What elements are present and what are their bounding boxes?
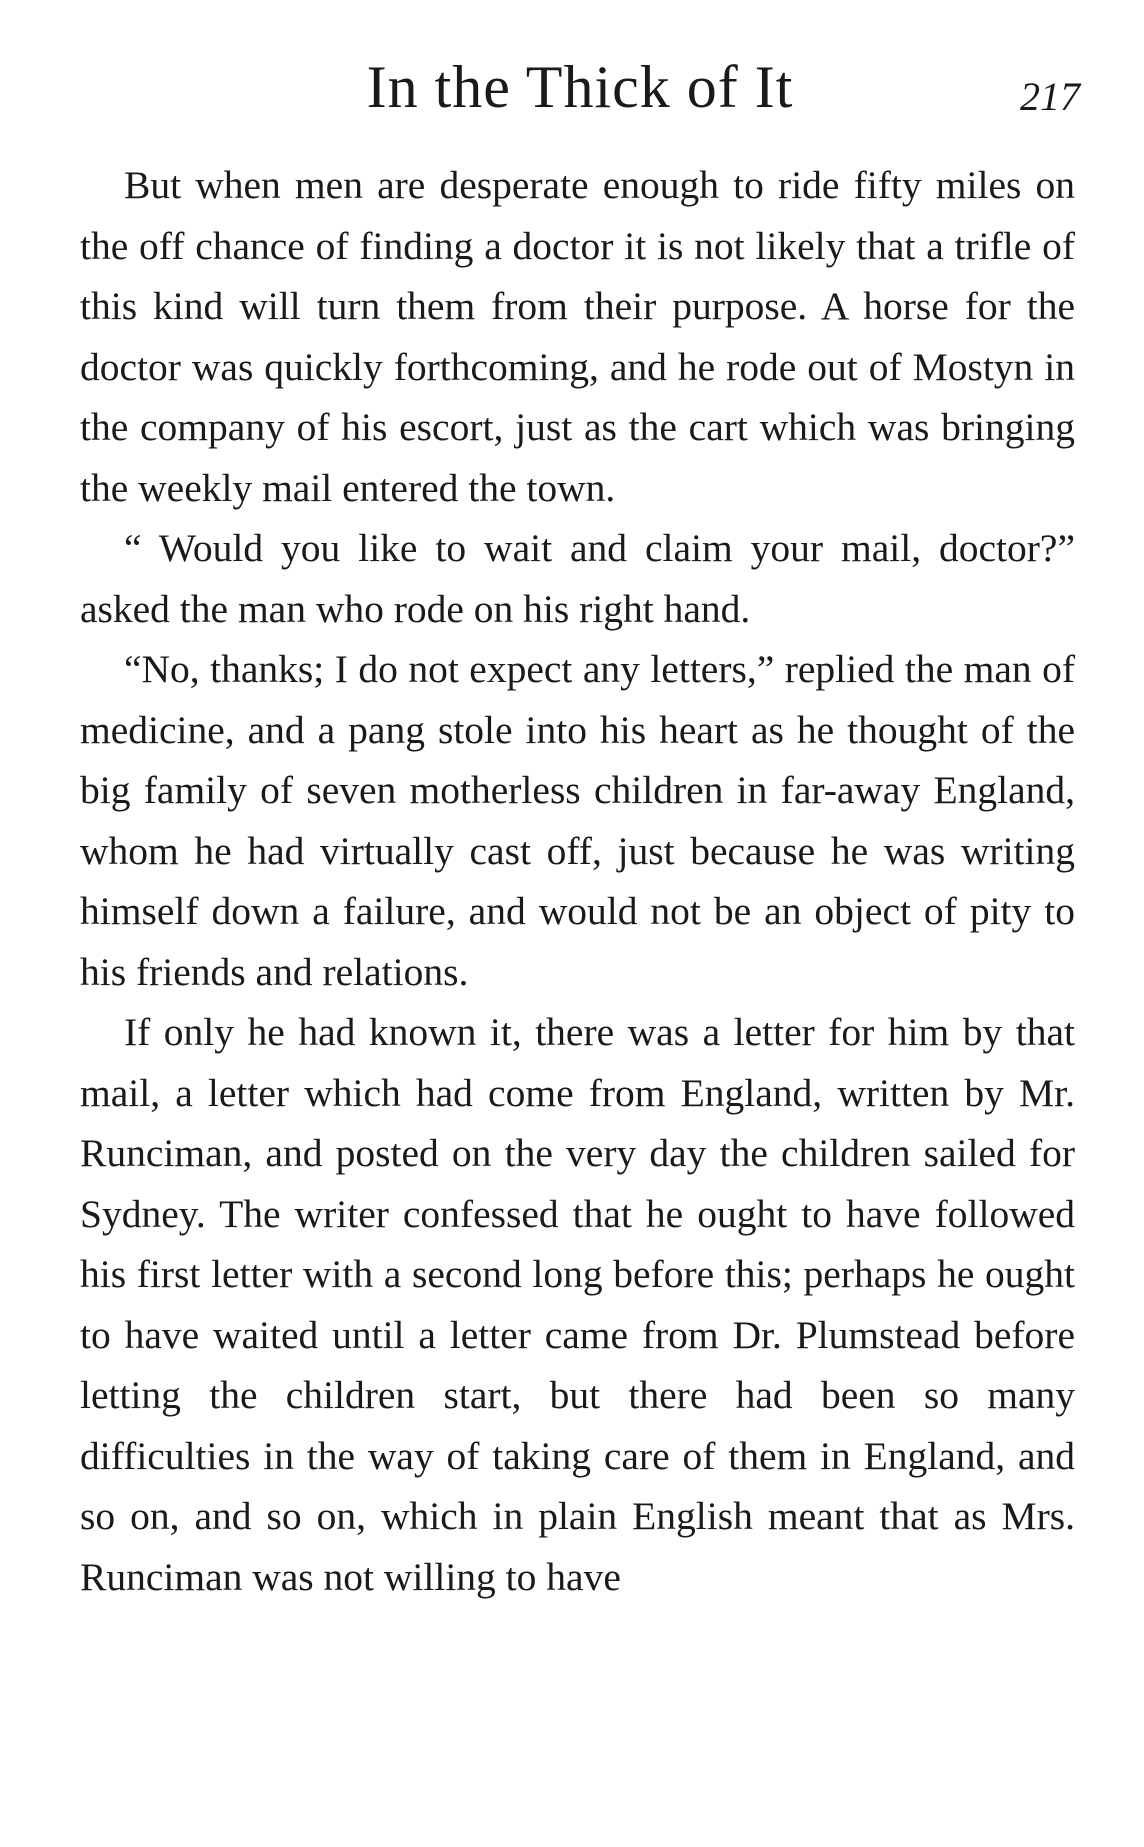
- running-title: In the Thick of It: [366, 54, 794, 120]
- paragraph: But when men are desperate enough to ride fifty miles on the off chance of finding a doctor it is not likely that a trifle of this kind will turn them from their purpose. A horse for the doctor was quickly forthcoming, and he rode out of Mostyn in the company of his escort, just as the cart which was bringing the weekly mail entered the town.: [80, 163, 1075, 510]
- paragraph: If only he had known it, there was a letter for him by that mail, a letter which had come from England, written by Mr. Runciman, and posted on the very day the children sailed for Sydney. The writer confessed that he ought to have followed his first letter with a second long before this; perhaps he ought to have waited until a letter came from Dr. Plumstead before letting the children start, but there had been so many difficulties in the way of taking care of them in England, and so on, and so on, which in plain English meant that as Mrs. Runciman was not willing to have: [80, 1010, 1075, 1599]
- running-head: [80, 42, 1080, 132]
- body-text: [80, 155, 1075, 1607]
- paragraph: “ Would you like to wait and claim your mail, doctor?” asked the man who rode on his right hand.: [80, 526, 1075, 631]
- page-number: 217: [1020, 74, 1080, 119]
- paragraph: “No, thanks; I do not expect any letters,” replied the man of medicine, and a pang stole into his heart as he thought of the big family of seven motherless children in far-away England, whom he had virtually cast off, just because he was writing himself down a failure, and would not be an object of pity to his friends and relations.: [80, 647, 1075, 994]
